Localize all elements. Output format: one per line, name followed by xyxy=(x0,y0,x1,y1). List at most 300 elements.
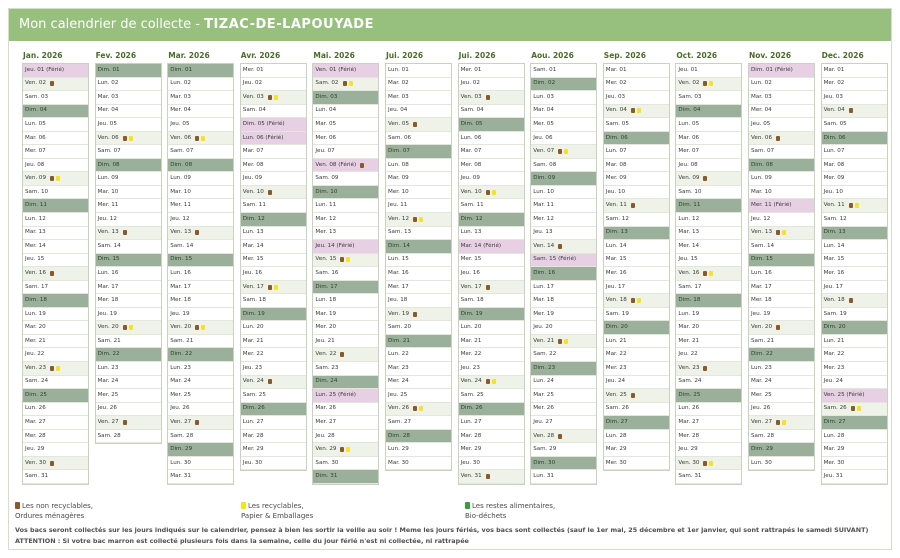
day-row xyxy=(23,470,88,484)
day-label: Mer. 14 xyxy=(25,242,46,249)
brown-bin-icon xyxy=(268,190,272,195)
day-label: Sam. 26 xyxy=(823,405,847,412)
day-label: Mer. 01 xyxy=(242,66,264,73)
day-label: Dim. 26 xyxy=(460,405,483,412)
day-row xyxy=(386,118,451,132)
day-label: Dim. 22 xyxy=(751,351,773,358)
day-row xyxy=(822,430,887,444)
day-row xyxy=(459,335,524,349)
day-row xyxy=(386,91,451,105)
day-row xyxy=(459,227,524,241)
brown-bin-icon xyxy=(413,406,417,411)
day-row xyxy=(459,362,524,376)
day-label: Dim. 05 xyxy=(460,120,483,127)
day-row xyxy=(168,186,233,200)
day-label: Sam. 23 xyxy=(315,364,339,371)
day-label: Dim. 25 xyxy=(25,391,47,398)
day-row xyxy=(313,145,378,159)
day-row xyxy=(96,430,161,444)
day-label: Jeu. 13 xyxy=(533,229,553,236)
day-label: Dim. 18 xyxy=(678,297,701,304)
day-label: Mer. 19 xyxy=(533,310,554,317)
day-label: Dim. 10 xyxy=(315,188,338,195)
day-row xyxy=(459,186,524,200)
day-row xyxy=(822,64,887,78)
month-title: Mai. 2026 xyxy=(313,51,355,60)
day-list xyxy=(458,63,525,485)
month-column xyxy=(603,49,670,471)
month-column xyxy=(167,49,234,485)
day-row xyxy=(676,240,741,254)
day-label: Dim. 08 xyxy=(97,161,120,168)
day-label: Lun. 23 xyxy=(97,364,119,371)
day-row xyxy=(531,132,596,146)
day-row xyxy=(604,267,669,281)
day-label: Sam. 11 xyxy=(242,202,266,209)
day-row xyxy=(241,105,306,119)
day-row xyxy=(241,254,306,268)
day-row xyxy=(531,186,596,200)
day-label: Ven. 31 xyxy=(460,473,482,480)
day-label: Ven. 09 xyxy=(25,175,47,182)
day-label: Ven. 20 xyxy=(97,324,119,331)
day-row xyxy=(313,91,378,105)
day-row xyxy=(822,105,887,119)
day-row xyxy=(822,132,887,146)
day-row xyxy=(386,443,451,457)
day-label: Jeu. 19 xyxy=(97,310,117,317)
day-row xyxy=(531,118,596,132)
brown-bin-icon xyxy=(486,379,490,384)
day-row xyxy=(531,294,596,308)
day-row xyxy=(531,105,596,119)
day-row xyxy=(822,362,887,376)
day-row xyxy=(386,145,451,159)
day-label: Mer. 21 xyxy=(25,337,46,344)
day-label: Mar. 01 xyxy=(605,66,627,73)
title-prefix: Mon calendrier de collecte - xyxy=(19,17,205,32)
day-label: Mer. 15 xyxy=(460,256,482,263)
day-row xyxy=(386,227,451,241)
day-label: Mer. 07 xyxy=(678,148,700,155)
day-row xyxy=(749,132,814,146)
day-label: Jeu. 04 xyxy=(388,107,408,114)
day-row xyxy=(23,159,88,173)
day-label: Jeu. 16 xyxy=(460,269,480,276)
day-row xyxy=(676,416,741,430)
day-row xyxy=(23,64,88,78)
day-row xyxy=(459,118,524,132)
day-label: Sam. 21 xyxy=(170,337,194,344)
day-label: Ven. 16 xyxy=(678,269,700,276)
day-row xyxy=(604,105,669,119)
yellow-bin-icon xyxy=(129,325,133,330)
day-label: Ven. 22 xyxy=(315,351,337,358)
day-label: Dim. 03 xyxy=(315,93,338,100)
day-row xyxy=(531,470,596,484)
day-list xyxy=(530,63,597,485)
day-label: Sam. 26 xyxy=(605,405,629,412)
day-label: Ven. 17 xyxy=(460,283,482,290)
day-label: Jeu. 21 xyxy=(315,337,335,344)
day-row xyxy=(676,213,741,227)
yellow-bin-icon xyxy=(855,203,859,208)
day-row xyxy=(531,145,596,159)
day-row xyxy=(531,227,596,241)
day-label: Sam. 28 xyxy=(751,432,775,439)
day-label: Mer. 30 xyxy=(823,459,845,466)
day-row xyxy=(241,376,306,390)
day-label: Mer. 22 xyxy=(242,351,264,358)
day-row xyxy=(168,430,233,444)
day-label: Jeu. 15 xyxy=(25,256,45,263)
day-label: Mer. 11 xyxy=(170,202,191,209)
day-label: Mer. 23 xyxy=(605,364,627,371)
day-row xyxy=(23,430,88,444)
day-label: Mer. 25 xyxy=(97,391,119,398)
day-label: Dim. 13 xyxy=(605,229,628,236)
day-label: Jeu. 06 xyxy=(533,134,553,141)
day-label: Mer. 20 xyxy=(315,324,337,331)
months-grid xyxy=(9,49,893,485)
day-row xyxy=(168,308,233,322)
day-label: Mar. 10 xyxy=(97,188,119,195)
day-label: Lun. 05 xyxy=(25,120,46,127)
day-label: Sam. 09 xyxy=(315,175,339,182)
day-label: Ven. 19 xyxy=(388,310,410,317)
month-title: Sep. 2026 xyxy=(603,51,646,60)
day-row xyxy=(749,186,814,200)
day-label: Mar. 08 xyxy=(823,161,845,168)
day-label: Mar. 14 (Férié) xyxy=(460,242,502,249)
yellow-bin-icon xyxy=(492,190,496,195)
day-label: Ven. 24 xyxy=(242,378,264,385)
day-label: Jeu. 26 xyxy=(751,405,771,412)
day-row xyxy=(386,267,451,281)
day-label: Jeu. 08 xyxy=(25,161,45,168)
day-list xyxy=(675,63,742,485)
day-row xyxy=(96,159,161,173)
day-label: Sam. 07 xyxy=(751,148,775,155)
day-row xyxy=(241,403,306,417)
day-row xyxy=(531,172,596,186)
day-label: Ven. 11 xyxy=(605,202,627,209)
day-row xyxy=(459,308,524,322)
day-row xyxy=(749,64,814,78)
day-row xyxy=(386,335,451,349)
day-row xyxy=(749,308,814,322)
day-row xyxy=(241,145,306,159)
day-label: Ven. 02 xyxy=(678,80,700,87)
day-row xyxy=(604,403,669,417)
day-label: Mer. 06 xyxy=(315,134,337,141)
day-row xyxy=(459,145,524,159)
day-row xyxy=(604,335,669,349)
day-row xyxy=(313,159,378,173)
day-row xyxy=(313,78,378,92)
day-row xyxy=(604,132,669,146)
day-row xyxy=(604,118,669,132)
brown-bin-icon xyxy=(776,136,780,141)
day-label: Mar. 18 xyxy=(533,297,554,304)
day-row xyxy=(822,186,887,200)
day-label: Mer. 02 xyxy=(605,80,627,87)
day-label: Jeu. 14 (Férié) xyxy=(315,242,355,249)
day-label: Ven. 23 xyxy=(678,364,700,371)
brown-bin-icon xyxy=(849,298,853,303)
day-row xyxy=(168,105,233,119)
day-label: Lun. 27 xyxy=(460,419,482,425)
day-label: Mar. 03 xyxy=(170,93,191,100)
day-label: Lun. 26 xyxy=(678,405,700,412)
day-label: Jeu. 01 xyxy=(678,66,698,73)
yellow-bin-icon xyxy=(564,149,568,154)
day-row xyxy=(531,403,596,417)
day-row xyxy=(604,348,669,362)
day-row xyxy=(531,457,596,471)
day-row xyxy=(459,91,524,105)
day-label: Sam. 12 xyxy=(605,215,629,222)
day-label: Sam. 02 xyxy=(315,80,339,87)
day-label: Sam. 13 xyxy=(388,229,412,236)
day-row xyxy=(676,254,741,268)
day-label: Mar. 29 xyxy=(605,446,627,453)
day-row xyxy=(241,172,306,186)
day-row xyxy=(604,443,669,457)
day-label: Dim. 11 xyxy=(678,202,701,209)
day-row xyxy=(604,159,669,173)
yellow-bin-icon xyxy=(709,81,713,86)
day-row xyxy=(313,132,378,146)
day-row xyxy=(676,118,741,132)
day-label: Sam. 14 xyxy=(170,242,194,249)
day-label: Lun. 28 xyxy=(823,432,845,439)
month-title: Jan. 2026 xyxy=(23,51,63,60)
day-label: Mer. 04 xyxy=(751,107,772,114)
day-label: Ven. 18 xyxy=(605,297,627,304)
day-label: Lun. 09 xyxy=(751,175,772,182)
day-label: Sam. 31 xyxy=(25,473,49,480)
day-label: Dim. 14 xyxy=(388,242,410,249)
day-row xyxy=(386,294,451,308)
day-row xyxy=(313,227,378,241)
day-label: Jeu. 19 xyxy=(751,310,771,317)
day-label: Dim. 09 xyxy=(533,175,556,182)
yellow-bin-icon xyxy=(346,447,350,452)
day-row xyxy=(96,145,161,159)
day-label: Lun. 30 xyxy=(170,459,191,466)
day-label: Jeu. 12 xyxy=(97,215,117,222)
day-row xyxy=(386,213,451,227)
legend-line2: Papier & Emballages xyxy=(241,512,314,520)
day-label: Lun. 26 xyxy=(25,405,46,412)
brown-bin-icon xyxy=(15,502,20,509)
day-row xyxy=(96,118,161,132)
day-row xyxy=(313,335,378,349)
day-row xyxy=(386,254,451,268)
day-label: Mer. 24 xyxy=(388,378,409,385)
day-row xyxy=(749,403,814,417)
day-label: Jeu. 17 xyxy=(823,283,843,290)
day-row xyxy=(604,430,669,444)
day-row xyxy=(241,430,306,444)
day-label: Jeu. 15 xyxy=(678,256,698,263)
day-label: Ven. 26 xyxy=(388,405,410,412)
day-row xyxy=(749,281,814,295)
day-label: Ven. 16 xyxy=(25,269,47,276)
day-label: Jeu. 09 xyxy=(460,175,480,182)
day-row xyxy=(386,240,451,254)
month-column xyxy=(748,49,815,471)
day-row xyxy=(23,213,88,227)
day-row xyxy=(459,403,524,417)
day-label: Dim. 26 xyxy=(242,405,265,412)
day-row xyxy=(313,430,378,444)
day-label: Mer. 11 (Férié) xyxy=(751,202,792,209)
day-row xyxy=(96,321,161,335)
day-label: Mer. 08 xyxy=(242,161,264,168)
day-row xyxy=(604,227,669,241)
month-title: Oct. 2026 xyxy=(676,51,718,60)
day-row xyxy=(822,267,887,281)
day-label: Dim. 24 xyxy=(315,378,338,385)
brown-bin-icon xyxy=(703,81,707,86)
day-row xyxy=(241,267,306,281)
legend-item-yellow xyxy=(241,501,441,521)
day-label: Ven. 27 xyxy=(97,419,119,425)
day-label: Mar. 25 xyxy=(533,391,554,398)
brown-bin-icon xyxy=(558,434,562,439)
day-row xyxy=(168,159,233,173)
day-row xyxy=(386,376,451,390)
day-label: Lun. 30 xyxy=(751,459,772,466)
day-label: Sam. 11 xyxy=(460,202,484,209)
day-row xyxy=(676,132,741,146)
day-label: Dim. 02 xyxy=(533,80,556,87)
day-row xyxy=(168,348,233,362)
day-row xyxy=(313,362,378,376)
brown-bin-icon xyxy=(123,230,127,235)
day-row xyxy=(676,470,741,484)
day-row xyxy=(386,186,451,200)
day-label: Ven. 06 xyxy=(97,134,119,141)
day-label: Jeu. 16 xyxy=(242,269,263,276)
day-row xyxy=(313,213,378,227)
day-row xyxy=(531,64,596,78)
day-label: Ven. 11 xyxy=(823,202,845,209)
day-label: Mar. 13 xyxy=(25,229,46,236)
day-row xyxy=(676,105,741,119)
day-row xyxy=(676,64,741,78)
day-row xyxy=(96,64,161,78)
day-row xyxy=(313,105,378,119)
day-label: Dim. 21 xyxy=(388,337,410,344)
brown-bin-icon xyxy=(195,420,199,425)
day-label: Dim. 27 xyxy=(823,419,846,425)
day-row xyxy=(676,443,741,457)
day-row xyxy=(604,213,669,227)
day-label: Jeu. 10 xyxy=(605,188,626,195)
day-label: Ven. 20 xyxy=(751,324,773,331)
day-label: Mar. 30 xyxy=(388,459,409,466)
day-row xyxy=(749,457,814,471)
day-row xyxy=(749,105,814,119)
month-title: Dec. 2026 xyxy=(821,51,864,60)
day-label: Lun. 05 xyxy=(678,120,700,127)
day-label: Dim. 23 xyxy=(533,364,556,371)
day-row xyxy=(23,389,88,403)
day-label: Lun. 27 xyxy=(242,419,264,425)
month-title: Jui. 2026 xyxy=(386,51,424,60)
brown-bin-icon xyxy=(776,325,780,330)
day-label: Dim. 15 xyxy=(97,256,120,263)
day-label: Ven. 05 xyxy=(388,120,410,127)
day-label: Ven. 13 xyxy=(170,229,192,236)
day-row xyxy=(822,159,887,173)
day-label: Jeu. 24 xyxy=(823,378,843,385)
day-label: Dim. 11 xyxy=(25,202,47,209)
day-label: Mer. 16 xyxy=(823,269,845,276)
day-row xyxy=(96,91,161,105)
day-row xyxy=(96,199,161,213)
brown-bin-icon xyxy=(343,81,347,86)
day-row xyxy=(604,389,669,403)
day-label: Lun. 01 xyxy=(388,66,409,73)
day-row xyxy=(241,118,306,132)
brown-bin-icon xyxy=(703,271,707,276)
yellow-bin-icon xyxy=(56,366,60,371)
day-label: Lun. 23 xyxy=(170,364,191,371)
day-label: Mer. 02 xyxy=(823,80,845,87)
day-label: Jeu. 01 (Férié) xyxy=(25,66,65,73)
day-row xyxy=(168,199,233,213)
day-row xyxy=(313,389,378,403)
yellow-bin-icon xyxy=(782,230,786,235)
day-label: Mar. 06 xyxy=(678,134,700,141)
day-row xyxy=(386,64,451,78)
day-label: Mer. 21 xyxy=(678,337,700,344)
day-row xyxy=(168,376,233,390)
day-row xyxy=(168,91,233,105)
day-row xyxy=(313,199,378,213)
day-row xyxy=(531,240,596,254)
day-label: Sam. 19 xyxy=(605,310,629,317)
day-label: Mar. 16 xyxy=(388,269,409,276)
day-label: Lun. 28 xyxy=(605,432,627,439)
day-label: Sam. 07 xyxy=(170,148,194,155)
day-row xyxy=(23,335,88,349)
day-label: Jeu. 30 xyxy=(242,459,263,466)
day-label: Sam. 27 xyxy=(388,419,412,425)
day-label: Lun. 11 xyxy=(315,202,337,209)
day-row xyxy=(459,348,524,362)
day-label: Mar. 09 xyxy=(388,175,409,182)
day-label: Jeu. 12 xyxy=(170,215,190,222)
day-row xyxy=(822,457,887,471)
day-row xyxy=(749,389,814,403)
day-row xyxy=(822,78,887,92)
day-label: Jeu. 27 xyxy=(533,419,553,425)
day-label: Mar. 14 xyxy=(242,242,264,249)
brown-bin-icon xyxy=(413,312,417,317)
day-row xyxy=(241,240,306,254)
brown-bin-icon xyxy=(558,149,562,154)
day-label: Lun. 02 xyxy=(170,80,191,87)
day-label: Dim. 13 xyxy=(823,229,846,236)
yellow-bin-icon xyxy=(492,379,496,384)
day-row xyxy=(386,430,451,444)
day-label: Ven. 20 xyxy=(170,324,192,331)
